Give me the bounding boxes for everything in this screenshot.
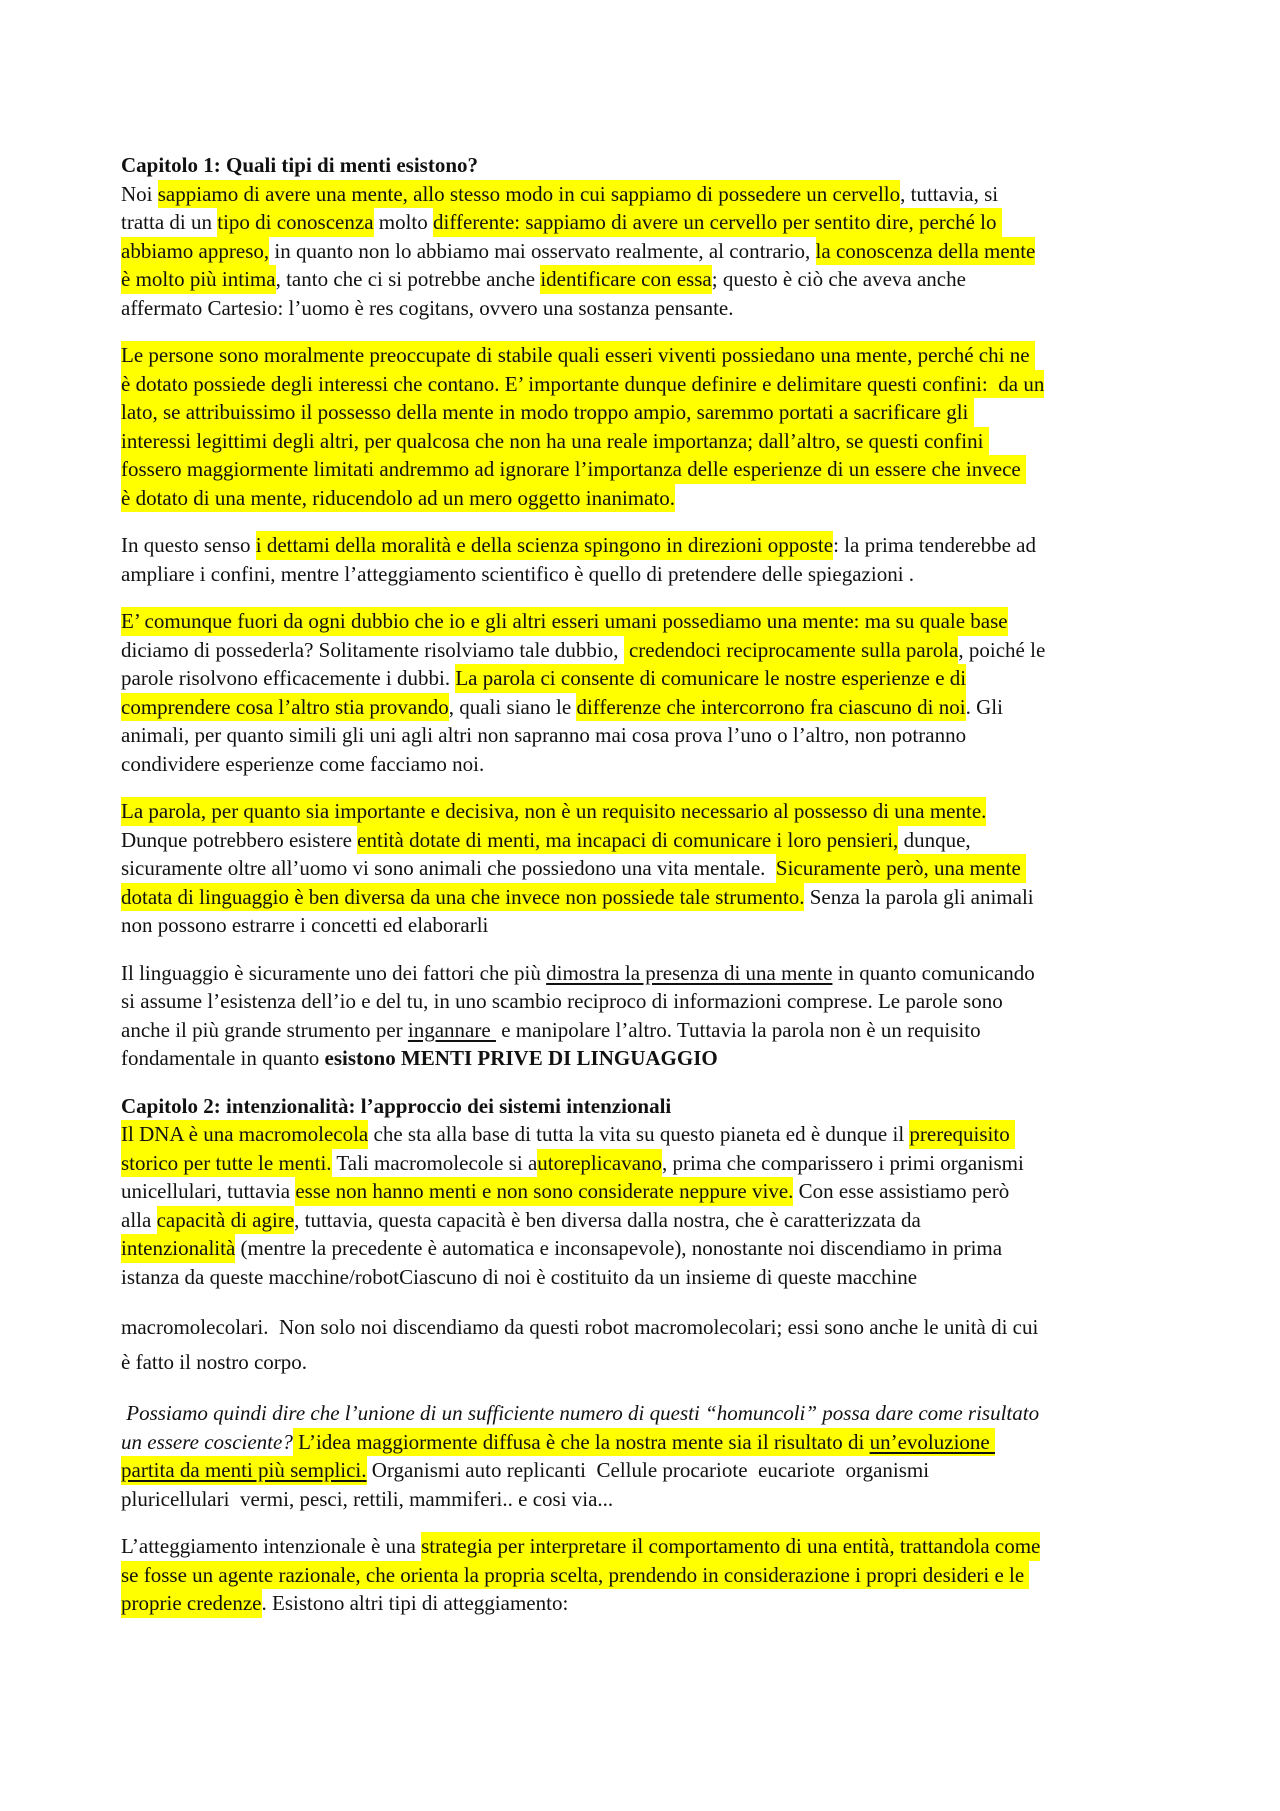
text-run: diciamo di possederla? Solitamente risolviamo tale dubbio, (121, 637, 624, 662)
underlined-text: un’evoluzione (870, 1428, 995, 1457)
text-run: tratta di un (121, 210, 218, 234)
text-line (121, 370, 1181, 399)
text-run: ampliare i confini, mentre l’atteggiamento scientifico è quello di pretendere delle spiegazioni . (121, 561, 915, 586)
text-line (121, 987, 1181, 1016)
text-line (121, 1149, 1181, 1178)
text-run: , prima che comparissero i primi organismi (662, 1150, 1024, 1175)
text-line (121, 180, 1181, 209)
paragraph (121, 1310, 1181, 1380)
text-line (121, 636, 1181, 665)
highlighted-text: credendoci reciprocamente sulla parola (624, 636, 959, 665)
underlined-text: ingannare (407, 1017, 496, 1042)
text-run: Il linguaggio è sicuramente uno dei fattori che più (121, 960, 547, 985)
text-run: : la prima tenderebbe ad (833, 533, 1036, 557)
highlighted-text: differente: sappiamo di avere un cervello per sentito dire, perché lo (433, 208, 1002, 237)
text-line (121, 531, 1181, 560)
text-line (121, 721, 1181, 750)
text-line (121, 1589, 1181, 1618)
text-run: pluricellulari vermi, pesci, rettili, mammiferi.. e cosi via... (121, 1486, 614, 1511)
highlighted-text: La parola ci consente di comunicare le nostre esperienze e di (455, 664, 966, 693)
bold-text: Capitolo 2: intenzionalità: l’approccio dei sistemi intenzionali (121, 1093, 672, 1118)
highlighted-text: è molto più intima (121, 265, 276, 294)
text-line (121, 341, 1181, 370)
text-run: , tuttavia, questa capacità è ben diversa dalla nostra, che è caratterizzata da (294, 1207, 921, 1232)
highlighted-text: prerequisito (909, 1120, 1015, 1149)
text-line (121, 1345, 1181, 1380)
highlighted-text: esse non hanno menti e non sono considerate neppure vive. (295, 1177, 793, 1206)
text-line (121, 826, 1181, 855)
text-line (121, 1428, 1181, 1457)
text-run: . Gli (965, 694, 1003, 719)
italic-text: Possiamo quindi dire che l’unione di un sufficiente numero di questi “homuncoli” possa dare come risultato (121, 1401, 1040, 1425)
underlined-text: partita da menti più semplici. (121, 1456, 367, 1485)
text-run: anche il più grande strumento per (121, 1017, 408, 1042)
highlighted-text: utoreplicavano (537, 1149, 662, 1178)
text-line (121, 1092, 1181, 1121)
text-line (121, 1310, 1181, 1345)
text-run: In questo senso (121, 533, 256, 557)
text-line (121, 883, 1181, 912)
text-line (121, 1044, 1181, 1073)
highlighted-text: è dotato possiede degli interessi che contano. E’ importante dunque definire e delimitare questi confini: da un (121, 370, 1044, 399)
text-line (121, 1120, 1181, 1149)
text-line (121, 1532, 1181, 1561)
italic-text: un essere cosciente? (121, 1429, 293, 1454)
bold-text: Capitolo 1: Quali tipi di menti esistono? (121, 153, 479, 177)
chapter-heading (121, 151, 1181, 180)
text-run: Senza la parola gli animali (804, 884, 1034, 909)
highlighted-text: La parola, per quanto sia importante e decisiva, non è un requisito necessario al possesso di una mente. (121, 797, 986, 826)
document-page (121, 151, 1181, 1637)
text-line (121, 664, 1181, 693)
highlighted-text: se fosse un agente razionale, che orienta la propria scelta, prendendo in considerazione i propri desideri e le (121, 1561, 1029, 1590)
text-run: condividere esperienze come facciamo noi. (121, 751, 485, 776)
text-line (121, 427, 1181, 456)
text-run: ; questo è ciò che aveva anche (711, 267, 966, 291)
text-run: in quanto comunicando (832, 960, 1035, 985)
text-run: , tuttavia, si (900, 181, 999, 206)
text-line (121, 294, 1181, 323)
underlined-text: dimostra la presenza di una mente (546, 960, 833, 985)
chapter-heading (121, 1092, 1181, 1121)
text-run: si assume l’esistenza dell’io e del tu, in uno scambio reciproco di informazioni comprese. Le parole sono (121, 989, 1003, 1013)
highlighted-text: entità dotate di menti, ma incapaci di comunicare i loro pensieri, (357, 826, 898, 855)
text-line (121, 854, 1181, 883)
text-run: , quali siano le (448, 694, 577, 719)
highlighted-text: L’idea maggiormente diffusa è che la nostra mente sia il risultato di (293, 1428, 870, 1457)
text-run: Dunque potrebbero esistere (121, 827, 358, 852)
highlighted-text: dotata di linguaggio è ben diversa da una che invece non possiede tale strumento. (121, 883, 804, 912)
highlighted-text: è dotato di una mente, riducendolo ad un mero oggetto inanimato. (121, 484, 675, 513)
text-line (121, 911, 1181, 940)
text-run: affermato Cartesio: l’uomo è res cogitans, ovvero una sostanza pensante. (121, 295, 734, 320)
paragraph (121, 531, 1181, 588)
highlighted-text: tipo di conoscenza (217, 208, 373, 237)
highlighted-text: la conoscenza della mente (816, 237, 1036, 266)
text-line (121, 607, 1181, 636)
highlighted-text: capacità di agire (157, 1206, 295, 1235)
text-line (121, 1561, 1181, 1590)
text-line (121, 693, 1181, 722)
text-line (121, 959, 1181, 988)
highlighted-text: Il DNA è una macromolecola (121, 1120, 368, 1149)
paragraph (121, 1532, 1181, 1618)
paragraph (121, 797, 1181, 940)
text-line (121, 208, 1181, 237)
text-line (121, 1206, 1181, 1235)
text-run: fondamentale in quanto (121, 1046, 325, 1070)
text-run: Tali macromolecole si a (331, 1150, 538, 1175)
text-run: che sta alla base di tutta la vita su questo pianeta ed è dunque il (368, 1122, 910, 1146)
paragraph (121, 607, 1181, 778)
highlighted-text: fossero maggiormente limitati andremmo ad ignorare l’importanza delle esperienze di un essere che invece (121, 455, 1026, 484)
highlighted-text: abbiamo appreso, (121, 237, 269, 266)
text-run: unicellulari, tuttavia (121, 1179, 296, 1203)
text-run: , tanto che ci si potrebbe anche (275, 267, 541, 291)
text-line (121, 1399, 1181, 1428)
highlighted-text: Le persone sono moralmente preoccupate di stabile quali esseri viventi possiedano una mente, perché chi ne (121, 341, 1035, 370)
text-line (121, 1485, 1181, 1514)
text-run: non possono estrarre i concetti ed elaborarli (121, 913, 489, 937)
text-line (121, 1456, 1181, 1485)
text-run: L’atteggiamento intenzionale è una (121, 1534, 422, 1558)
paragraph (121, 180, 1181, 323)
highlighted-text: lato, se attribuissimo il possesso della mente in modo troppo ampio, saremmo portati a sacrificare gli (121, 398, 974, 427)
highlighted-text: proprie credenze (121, 1589, 262, 1618)
text-line (121, 1263, 1181, 1292)
text-run: . Esistono altri tipi di atteggiamento: (261, 1591, 569, 1615)
highlighted-text: differenze che intercorrono fra ciascuno di noi (576, 693, 965, 722)
highlighted-text: comprendere cosa l’altro stia provando (121, 693, 449, 722)
text-line (121, 797, 1181, 826)
text-line (121, 265, 1181, 294)
highlighted-text: interessi legittimi degli altri, per qualcosa che non ha una reale importanza; dall’altro, se questi confini (121, 427, 989, 456)
highlighted-text: E’ comunque fuori da ogni dubbio che io e gli altri esseri umani possediamo una mente: ma su quale base (121, 607, 1008, 636)
paragraph (121, 341, 1181, 512)
highlighted-text: intenzionalità (121, 1234, 235, 1263)
text-run: Noi (121, 181, 158, 206)
text-line (121, 1177, 1181, 1206)
paragraph (121, 959, 1181, 1073)
highlighted-text: strategia per interpretare il comportamento di una entità, trattandola come (421, 1532, 1040, 1561)
paragraph (121, 1399, 1181, 1513)
text-run: e manipolare l’altro. Tuttavia la parola non è un requisito (495, 1017, 981, 1042)
text-run: (mentre la precedente è automatica e inconsapevole), nonostante noi discendiamo in prima (235, 1236, 1003, 1260)
text-line (121, 151, 1181, 180)
text-line (121, 1016, 1181, 1045)
paragraph (121, 1120, 1181, 1291)
highlighted-text: identificare con essa (540, 265, 711, 294)
highlighted-text: storico per tutte le menti. (121, 1149, 332, 1178)
text-run: istanza da queste macchine/robotCiascuno di noi è costituito da un insieme di queste macchine (121, 1264, 918, 1289)
highlighted-text: i dettami della moralità e della scienza spingono in direzioni opposte (256, 531, 833, 560)
highlighted-text: Sicuramente però, una mente (776, 854, 1026, 883)
text-run: Con esse assistiamo però (793, 1179, 1010, 1203)
text-run: è fatto il nostro corpo. (121, 1350, 308, 1374)
text-line (121, 455, 1181, 484)
text-line (121, 237, 1181, 266)
text-run: animali, per quanto simili gli uni agli altri non sapranno mai cosa prova l’uno o l’altro, non potranno (121, 723, 967, 747)
bold-text: esistono MENTI PRIVE DI LINGUAGGIO (324, 1046, 718, 1070)
text-run: Organismi auto replicanti Cellule procariote eucariote organismi (366, 1458, 930, 1482)
text-run: in quanto non lo abbiamo mai osservato realmente, al contrario, (269, 238, 816, 263)
highlighted-text: sappiamo di avere una mente, allo stesso modo in cui sappiamo di possedere un cervello (158, 180, 900, 209)
text-run: alla (121, 1207, 157, 1232)
text-line (121, 560, 1181, 589)
text-run: dunque, (898, 827, 971, 852)
text-line (121, 484, 1181, 513)
text-run: sicuramente oltre all’uomo vi sono animali che possiedono una vita mentale. (121, 856, 776, 880)
text-run: molto (373, 210, 434, 234)
text-line (121, 750, 1181, 779)
text-line (121, 1234, 1181, 1263)
text-run: , poiché le (958, 637, 1046, 662)
text-line (121, 398, 1181, 427)
text-run: parole risolvono efficacemente i dubbi. (121, 666, 456, 690)
text-run: macromolecolari. Non solo noi discendiamo da questi robot macromolecolari; essi sono anche le unità di cui (121, 1315, 1039, 1339)
